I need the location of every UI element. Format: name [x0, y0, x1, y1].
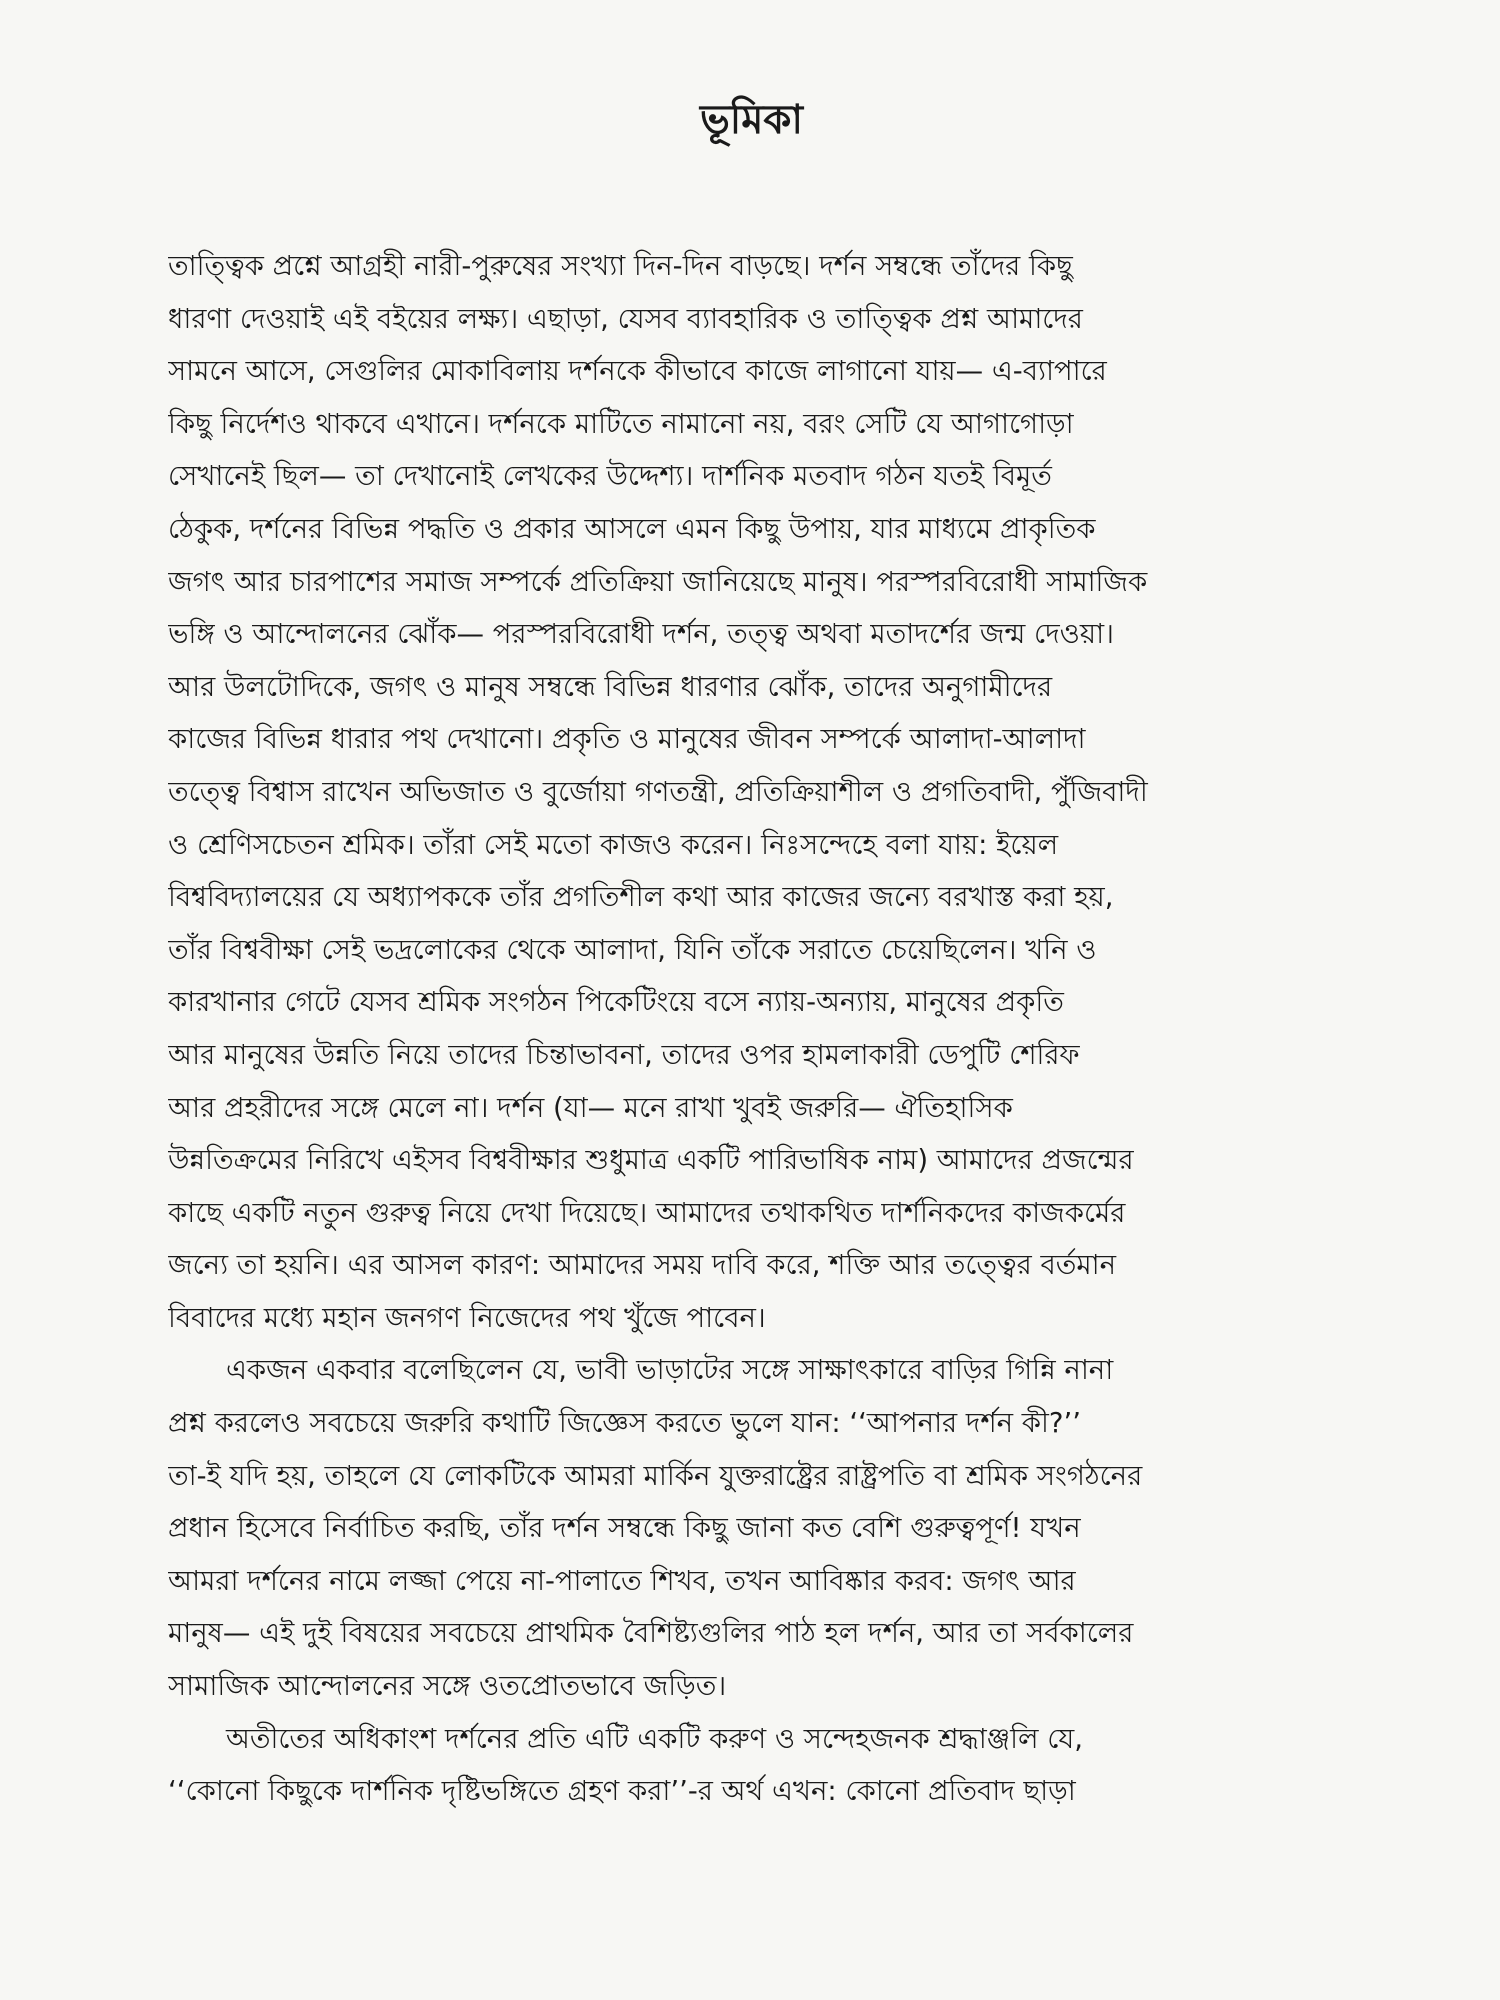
text-line: ও শ্রেণিসচেতন শ্রমিক। তাঁরা সেই মতো কাজও করেন। নিঃসন্দেহে বলা যায়: ইয়েল — [168, 828, 1059, 861]
text-line: তা-ই যদি হয়, তাহলে যে লোকটিকে আমরা মার্কিন যুক্তরাষ্ট্রের রাষ্ট্রপতি বা শ্রমিক সংগঠনের — [168, 1459, 1143, 1492]
text-line: প্রধান হিসেবে নির্বাচিত করছি, তাঁর দর্শন সম্বন্ধে কিছু জানা কত বেশি গুরুত্বপূর্ণ! যখন — [168, 1512, 1081, 1545]
text-line: কাছে একটি নতুন গুরুত্ব নিয়ে দেখা দিয়েছে। আমাদের তথাকথিত দার্শনিকদের কাজকর্মের — [168, 1196, 1126, 1229]
text-line: কিছু নির্দেশও থাকবে এখানে। দর্শনকে মাটিতে নামানো নয়, বরং সেটি যে আগাগোড়া — [168, 407, 1074, 440]
text-line: তাত্ত্বিক প্রশ্নে আগ্রহী নারী-পুরুষের সংখ্যা দিন-দিন বাড়ছে। দর্শন সম্বন্ধে তাঁদের কিছু — [168, 250, 1073, 282]
text-line: কারখানার গেটে যেসব শ্রমিক সংগঠন পিকেটিংয়ে বসে ন্যায়-অন্যায়, মানুষের প্রকৃতি — [168, 986, 1064, 1019]
page-title: ভূমিকা — [699, 97, 804, 143]
text-line: একজন একবার বলেছিলেন যে, ভাবী ভাড়াটের সঙ্গে সাক্ষাৎকারে বাড়ির গিন্নি নানা — [226, 1354, 1114, 1387]
text-line: আর মানুষের উন্নতি নিয়ে তাদের চিন্তাভাবনা, তাদের ওপর হামলাকারী ডেপুটি শেরিফ — [168, 1038, 1080, 1071]
text-line: সামনে আসে, সেগুলির মোকাবিলায় দর্শনকে কীভাবে কাজে লাগানো যায়— এ-ব্যাপারে — [168, 355, 1107, 388]
text-line: অতীতের অধিকাংশ দর্শনের প্রতি এটি একটি করুণ ও সন্দেহজনক শ্রদ্ধাঞ্জলি যে, — [226, 1722, 1083, 1755]
text-line: জগৎ আর চারপাশের সমাজ সম্পর্কে প্রতিক্রিয়া জানিয়েছে মানুষ। পরস্পরবিরোধী সামাজিক — [168, 565, 1148, 598]
text-line: প্রশ্ন করলেও সবচেয়ে জরুরি কথাটি জিজ্ঞেস করতে ভুলে যান: ‘‘আপনার দর্শন কী?’’ — [168, 1407, 1081, 1440]
text-line: উন্নতিক্রমের নিরিখে এইসব বিশ্ববীক্ষার শুধুমাত্র একটি পারিভাষিক নাম) আমাদের প্রজন্মের — [168, 1144, 1134, 1177]
paragraph-3 — [168, 1713, 1335, 1818]
text-line: আর উলটোদিকে, জগৎ ও মানুষ সম্বন্ধে বিভিন্ন ধারণার ঝোঁক, তাদের অনুগামীদের — [168, 670, 1053, 703]
paragraph-2 — [168, 1344, 1335, 1712]
text-line: সেখানেই ছিল— তা দেখানোই লেখকের উদ্দেশ্য। দার্শনিক মতবাদ গঠন যতই বিমূর্ত — [168, 460, 1052, 493]
text-line: মানুষ— এই দুই বিষয়ের সবচেয়ে প্রাথমিক বৈশিষ্ট্যগুলির পাঠ হল দর্শন, আর তা সর্বকালের — [168, 1617, 1134, 1650]
text-line: বিশ্ববিদ্যালয়ের যে অধ্যাপককে তাঁর প্রগতিশীল কথা আর কাজের জন্যে বরখাস্ত করা হয়, — [168, 881, 1114, 914]
text-line: বিবাদের মধ্যে মহান জনগণ নিজেদের পথ খুঁজে পাবেন। — [168, 1301, 766, 1334]
paragraph-1 — [168, 240, 1335, 1344]
text-line: ধারণা দেওয়াই এই বইয়ের লক্ষ্য। এছাড়া, যেসব ব্যাবহারিক ও তাত্ত্বিক প্রশ্ন আমাদের — [168, 302, 1083, 335]
text-line: সামাজিক আন্দোলনের সঙ্গে ওতপ্রোতভাবে জড়িত। — [168, 1670, 727, 1703]
text-line: তাঁর বিশ্ববীক্ষা সেই ভদ্রলোকের থেকে আলাদা, যিনি তাঁকে সরাতে চেয়েছিলেন। খনি ও — [168, 933, 1097, 966]
text-line: তত্ত্বে বিশ্বাস রাখেন অভিজাত ও বুর্জোয়া গণতন্ত্রী, প্রতিক্রিয়াশীল ও প্রগতিবাদী, পুঁজিবাদী — [168, 775, 1148, 808]
text-line: ঠেকুক, দর্শনের বিভিন্ন পদ্ধতি ও প্রকার আসলে এমন কিছু উপায়, যার মাধ্যমে প্রাকৃতিক — [168, 512, 1096, 545]
text-line: জন্যে তা হয়নি। এর আসল কারণ: আমাদের সময় দাবি করে, শক্তি আর তত্ত্বের বর্তমান — [168, 1249, 1117, 1282]
text-line: আর প্রহরীদের সঙ্গে মেলে না। দর্শন (যা— মনে রাখা খুবই জরুরি— ঐতিহাসিক — [168, 1091, 1013, 1124]
text-line: ‘‘কোনো কিছুকে দার্শনিক দৃষ্টিভঙ্গিতে গ্রহণ করা’’-র অর্থ এখন: কোনো প্রতিবাদ ছাড়া — [168, 1775, 1076, 1808]
text-line: ভঙ্গি ও আন্দোলনের ঝোঁক— পরস্পরবিরোধী দর্শন, তত্ত্ব অথবা মতাদর্শের জন্ম দেওয়া। — [168, 618, 1114, 651]
text-line: আমরা দর্শনের নামে লজ্জা পেয়ে না-পালাতে শিখব, তখন আবিষ্কার করব: জগৎ আর — [168, 1564, 1076, 1597]
text-line: কাজের বিভিন্ন ধারার পথ দেখানো। প্রকৃতি ও মানুষের জীবন সম্পর্কে আলাদা-আলাদা — [168, 723, 1086, 756]
